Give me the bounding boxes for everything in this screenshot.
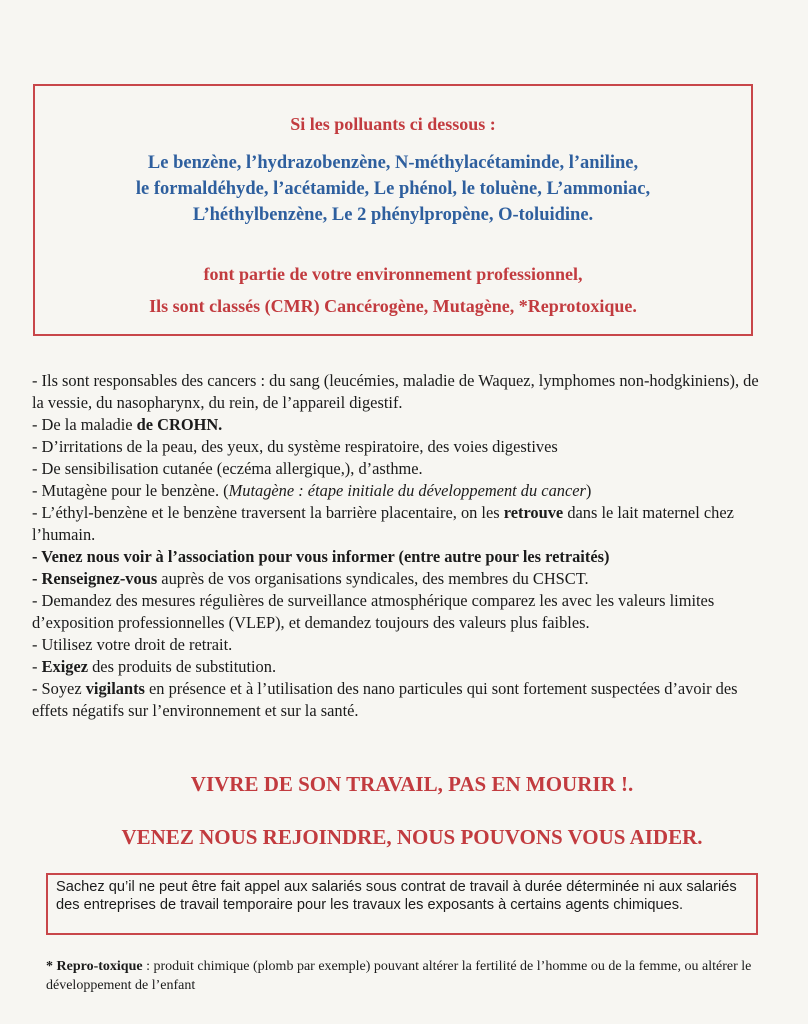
list-item-bold: - Renseignez-vous	[32, 569, 158, 588]
list-item-bold: Exigez	[41, 657, 88, 676]
pollutants-line-1: Le benzène, l’hydrazobenzène, N-méthylacétaminde, l’aniline,	[147, 153, 639, 173]
list-item-text: des produits de substitution.	[88, 657, 277, 676]
list-item-crohn	[32, 414, 772, 436]
list-item-sensibilisation: - De sensibilisation cutanée (eczéma allergique,), d’asthme.	[32, 459, 423, 478]
list-item-bold: de CROHN.	[136, 415, 223, 434]
list-item-text: -	[32, 657, 42, 676]
cmr-line: Ils sont classés (CMR) Cancérogène, Mutagène, *Reprotoxique.	[149, 296, 637, 316]
slogan-vivre: VIVRE DE SON TRAVAIL, PAS EN MOURIR !.	[190, 772, 634, 796]
list-item-cancers: - Ils sont responsables des cancers : du sang (leucémies, maladie de Waquez, lymphomes non-hodgkiniens), de la vessie, du nasopharynx, du rein, de l’appareil digestif.	[32, 371, 759, 412]
risk-list	[32, 370, 772, 722]
box-heading: Si les polluants ci dessous :	[290, 114, 496, 134]
list-item-association	[32, 546, 772, 568]
list-item-text: - De la maladie	[32, 415, 137, 434]
list-item-bold: - Venez nous voir à l’association pour vous informer (entre autre pour les retraités)	[32, 547, 610, 566]
list-item-bold: retrouve	[503, 503, 564, 522]
list-item-text: auprès de vos organisations syndicales, des membres du CHSCT.	[157, 569, 589, 588]
list-item-droit-retrait: - Utilisez votre droit de retrait.	[32, 635, 233, 654]
pollutants-box	[33, 84, 753, 336]
contract-notice: Sachez qu’il ne peut être fait appel aux salariés sous contrat de travail à durée déterminée ni aux salariés des entreprises de travail temporaire pour les travaux les exposants à certains agents chimiques.	[46, 873, 758, 935]
pollutants-list	[35, 150, 751, 228]
list-item-substitution	[32, 656, 772, 678]
list-item-renseignez	[32, 568, 772, 590]
list-item-mesures: - Demandez des mesures régulières de surveillance atmosphérique comparez les avec les valeurs limites d’exposition professionnelles (VLEP), et demandez toujours des valeurs plus faibles.	[32, 591, 715, 632]
list-item-placenta	[32, 502, 772, 546]
list-item-text: en présence et à l’utilisation des nano particules qui sont fortement suspectées d’avoir des effets négatifs sur l’environnement et sur la santé.	[32, 679, 738, 720]
slogan-rejoindre: VENEZ NOUS REJOINDRE, NOUS POUVONS VOUS AIDER.	[121, 825, 703, 849]
list-item-nano	[32, 678, 772, 722]
list-item-text: )	[585, 481, 592, 500]
list-item-text: - Mutagène pour le benzène. (	[32, 481, 229, 500]
environment-line: font partie de votre environnement professionnel,	[203, 264, 583, 284]
list-item-irritations: - D’irritations de la peau, des yeux, du système respiratoire, des voies digestives	[32, 437, 558, 456]
pollutants-line-2: le formaldéhyde, l’acétamide, Le phénol, le toluène, L’ammoniac,	[135, 179, 651, 199]
pollutants-line-3: L’héthylbenzène, Le 2 phénylpropène, O-toluidine.	[192, 205, 594, 225]
list-item-italic: Mutagène : étape initiale du développement du cancer	[228, 481, 586, 500]
footnote	[46, 957, 766, 995]
list-item-text: dans le lait maternel chez l’humain.	[32, 503, 734, 544]
list-item-bold: vigilants	[85, 679, 145, 698]
footnote-term: * Repro-toxique	[46, 959, 143, 974]
classification	[35, 258, 751, 322]
list-item-mutagene	[32, 480, 772, 502]
footnote-definition: : produit chimique (plomb par exemple) pouvant altérer la fertilité de l’homme ou de la femme, ou altérer le développement de l’enfant	[46, 959, 752, 993]
list-item-text: - L’éthyl-benzène et le benzène traversent la barrière placentaire, on les	[32, 503, 504, 522]
list-item-text: - Soyez	[32, 679, 86, 698]
